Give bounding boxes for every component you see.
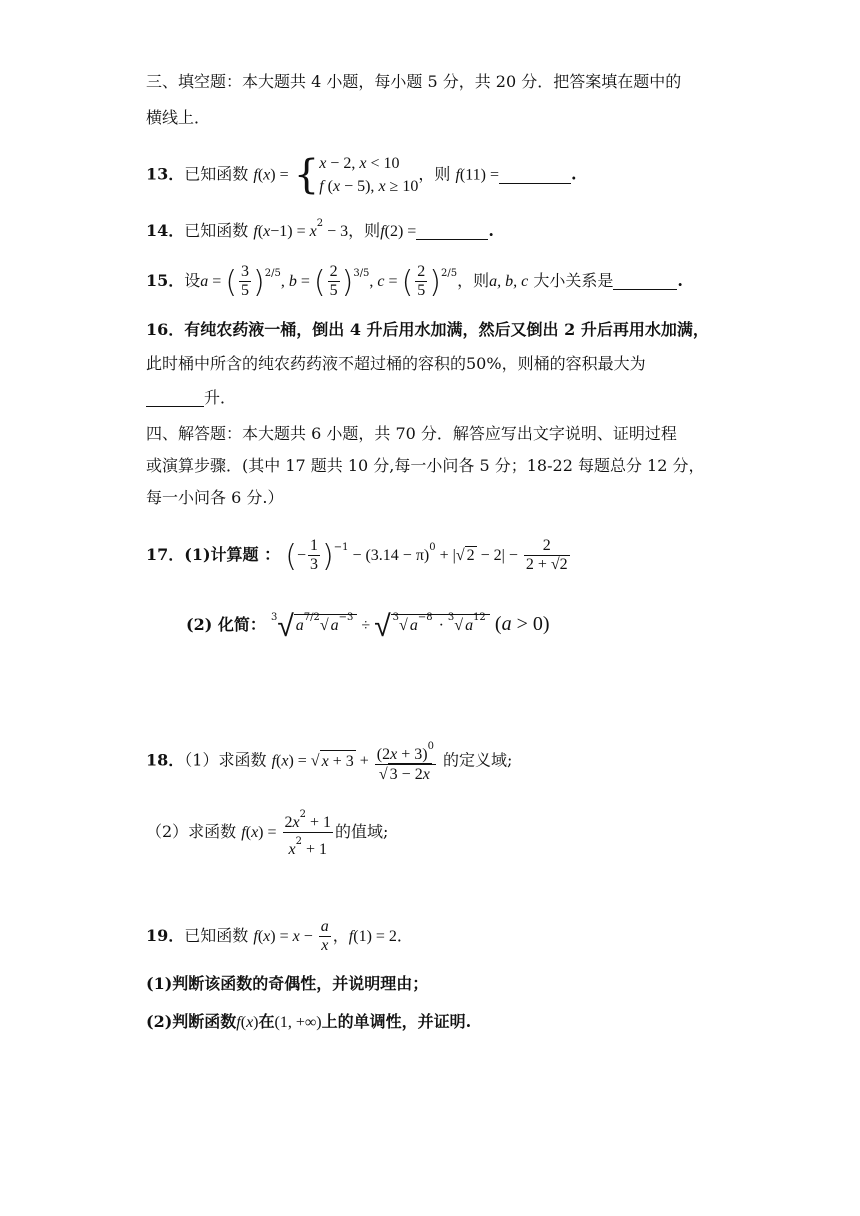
q15-text: 设 [184,271,201,290]
question-17-part1: 17．(1)计算题 ： (− $\frac{1}{3}$ )$^{-1} - (3.14 - \pi)^0$ + |√ 2 − 2| − $\frac{2}{2 + √2}$ [146,537,568,574]
section4-heading-cont2: 每一小问各 6 分.） [146,488,284,507]
q13-formula: f [253,166,258,184]
q17-number: 17． [146,545,185,564]
q14-formula: f [253,223,258,240]
q18-part2-label: （2）求函数 [146,822,237,841]
question-16-line2: 此时桶中所含的纯农药药液不超过桶的容积的50%，则桶的容积最大为 [146,354,646,373]
question-15: 15．设a = ( $\frac{3}{5}$ )$^{2/5}$, b = ( $\frac{2}{5}$ )$^{3/5}$, c = ( $\frac{2}{5}$ )$^{2/5}$，则a, b, c 大小关系是 . [146,263,683,300]
q17-part1-label: (1)计算题 ： [184,545,281,564]
q16-answer-blank [146,388,204,407]
q18-number: 18． [146,750,185,770]
q17-part2-label: (2) 化简： [186,615,266,634]
section4-heading-cont: 或演算步骤．(其中 17 题共 10 分,每一小问各 5 分；18-22 每题总分 12 分， [146,456,705,475]
q15-vars: a, b, c [489,273,529,290]
q18-part2-end: 的值域; [335,822,389,841]
q14-text: 已知函数 [184,221,249,240]
section4-heading: 四、解答题：本大题共 6 小题，共 70 分．解答应写出文字说明、证明过程 [146,424,677,443]
question-13: 13．已知函数 f(x) = {x − 2, x < 10 f (x − 5), x ≥ 10，则 f(11) = . [146,152,577,198]
question-18-part1: 18．（1）求函数 f(x) = √ x + 3 + $\frac{(2x + 3)^0}{√ 3 - 2x}$ 的定义域; [146,738,512,782]
q13-then: ，则 [418,164,451,184]
q13-answer-blank [499,165,571,184]
q15-answer-blank [613,271,677,290]
section3-heading: 三、填空题：本大题共 4 小题，每小题 5 分，共 20 分．把答案填在题中的 [146,72,682,91]
q14-answer-blank [416,221,488,240]
question-16-line3: 升． [146,386,236,410]
q19-text: 已知函数 [184,926,249,945]
q15-number: 15． [146,271,185,290]
section3-heading-cont: 横线上． [146,108,211,127]
question-19-item2: (2)判断函数f(x)在(1, +∞)上的单调性，并证明. [146,1012,472,1031]
question-18-part2: （2）求函数 f(x) = $\frac{2x^2 + 1}{x^2 + 1}$ 的值域; [146,806,388,850]
q13-number: 13． [146,164,185,184]
question-17-part2: (2) 化简： $^3$√ $a^{7/2}√$ $a^{-3}$ ÷ √ $^3$√ $a^{-8} \cdot ^3√$ $a^{12}$ (a > 0) [186,609,550,644]
question-19-item1: (1)判断该函数的奇偶性，并说明理由； [146,974,429,993]
q15-then: ，则 [457,271,490,290]
q14-then: ，则 [348,221,381,240]
question-14: 14．已知函数 $f(x-1) = x^2 - 3$，则f(2) = . [146,218,494,240]
q19-number: 19． [146,926,185,945]
q18-part1-label: （1）求函数 [184,750,267,770]
q15-relation: 大小关系是 [533,271,614,290]
question-19: 19．已知函数 f(x) = x − $\frac{a}{x}$ ，f(1) = 2． [146,918,413,954]
q14-number: 14． [146,221,185,240]
question-16: 16．有纯农药液一桶，倒出 4 升后用水加满，然后又倒出 2 升后再用水加满， [146,320,709,339]
q18-part1-end: 的定义域; [443,750,513,770]
q13-text: 已知函数 [184,164,249,184]
